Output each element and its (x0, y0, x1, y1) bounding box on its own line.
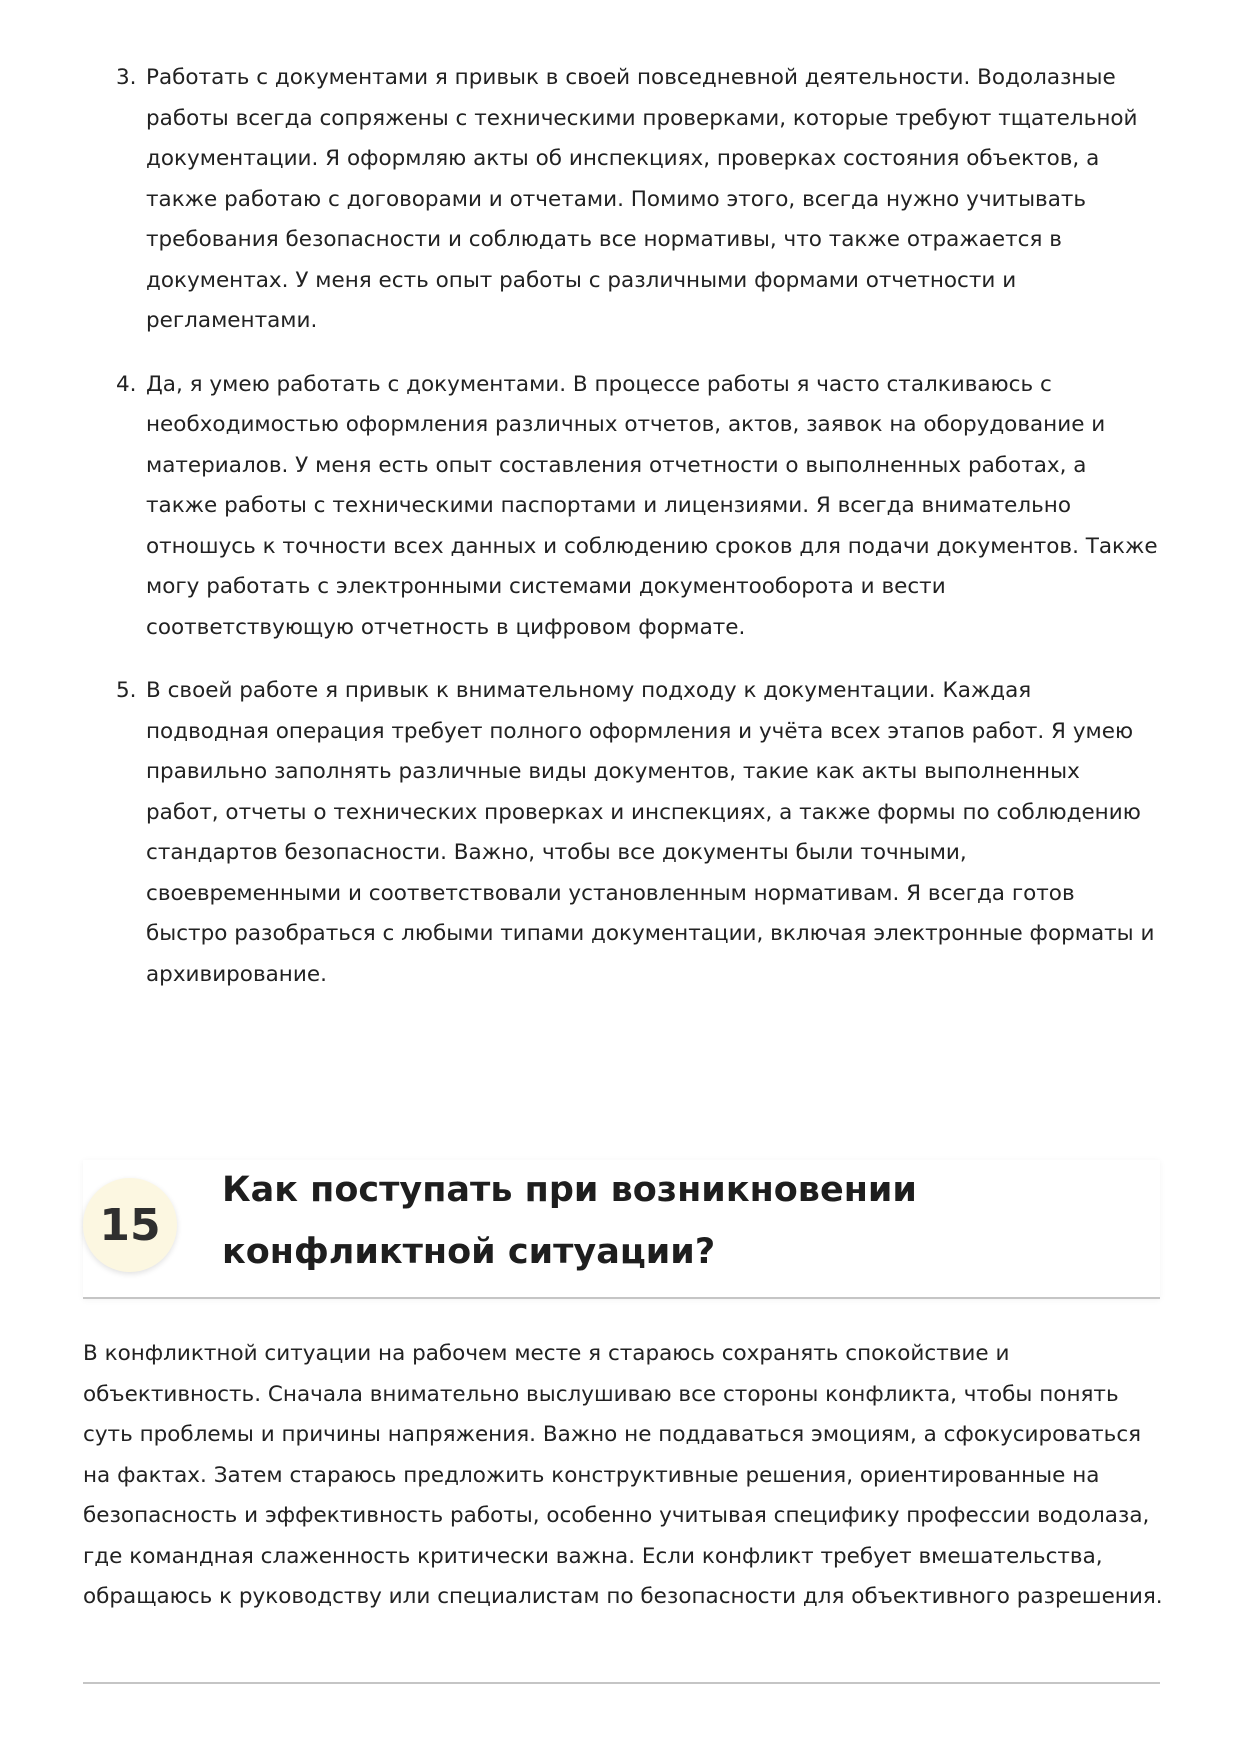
question-answer: В конфликтной ситуации на рабочем месте я стараюсь сохранять спокойствие и объективность. Сначала внимательно выслушиваю все стороны конфликта, чтобы понять суть проблемы и причины напряжения. Важно не поддаваться эмоциям, а сфокусироваться на фактах. Затем стараюсь предложить конструктивные решения, ориентированные на безопасность и эффективность работы, особенно учитывая специфику профессии водолаза, где командная слаженность критически важна. Если конфликт требует вмешательства, обращаюсь к руководству или специалистам по безопасности для объективного разрешения. (83, 1341, 1163, 1609)
question-header (83, 1160, 1160, 1299)
section-divider (83, 1682, 1160, 1684)
list-item-text: Да, я умею работать с документами. В процессе работы я часто сталкиваюсь с необходимостью оформления различных отчетов, актов, заявок на оборудование и материалов. У меня есть опыт составления отчетности о выполненных работах, а также работы с техническими паспортами и лицензиями. Я всегда внимательно отношусь к точности всех данных и соблюдению сроков для подачи документов. Также могу работать с электронными системами документооборота и вести соответствующую отчетность в цифровом формате. (146, 371, 1158, 640)
list-item (0, 58, 1239, 342)
list-item-text: Работать с документами я привык в своей повседневной деятельности. Водолазные работы всегда сопряжены с техническими проверками, которые требуют тщательной документации. Я оформляю акты об инспекциях, проверках состояния объектов, а также работаю с договорами и отчетами. Помимо этого, всегда нужно учитывать требования безопасности и соблюдать все нормативы, что также отражается в документах. У меня есть опыт работы с различными формами отчетности и регламентами. (146, 65, 1138, 333)
list-item-number: 5. (116, 678, 137, 703)
answers-list (0, 58, 1239, 1018)
list-item-text: В своей работе я привык к внимательному подходу к документации. Каждая подводная операция требует полного оформления и учёта всех этапов работ. Я умею правильно заполнять различные виды документов, такие как акты выполненных работ, отчеты о технических проверках и инспекциях, а также формы по соблюдению стандартов безопасности. Важно, чтобы все документы были точными, своевременными и соответствовали установленным нормативам. Я всегда готов быстро разобраться с любыми типами документации, включая электронные форматы и архивирование. (146, 678, 1155, 987)
list-item (0, 365, 1239, 649)
question-title: Как поступать при возникновении конфликтной ситуации? (222, 1170, 917, 1272)
question-number-badge: 15 (83, 1178, 177, 1272)
list-item-number: 4. (116, 371, 137, 397)
list-item (0, 671, 1239, 995)
list-item-number: 3. (116, 65, 137, 90)
